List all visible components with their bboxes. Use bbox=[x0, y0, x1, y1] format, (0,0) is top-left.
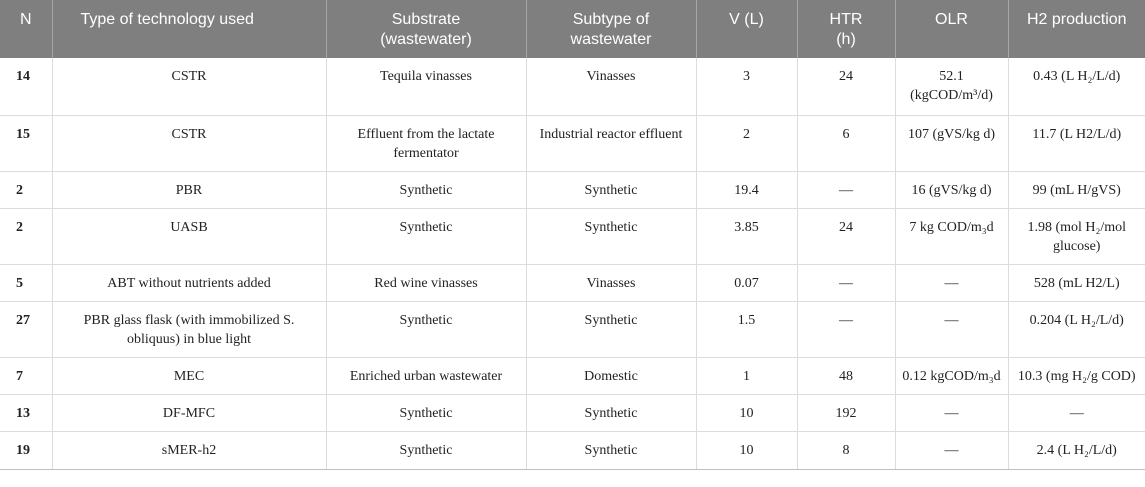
cell-olr: 16 (gVS/kg d) bbox=[895, 171, 1008, 208]
cell-volume: 1.5 bbox=[696, 301, 797, 357]
cell-olr: — bbox=[895, 394, 1008, 431]
cell-substrate: Synthetic bbox=[326, 208, 526, 264]
cell-n: 13 bbox=[0, 394, 52, 431]
cell-substrate: Tequila vinasses bbox=[326, 58, 526, 115]
cell-htr: — bbox=[797, 264, 895, 301]
cell-volume: 1 bbox=[696, 357, 797, 394]
header-n: N bbox=[0, 0, 52, 58]
cell-h2-production: 10.3 (mg H₂/g COD) bbox=[1008, 357, 1145, 394]
table-row bbox=[0, 115, 1145, 171]
cell-htr: 48 bbox=[797, 357, 895, 394]
cell-n: 19 bbox=[0, 431, 52, 469]
cell-olr: 52.1 (kgCOD/m³/d) bbox=[895, 58, 1008, 115]
cell-technology: sMER-h2 bbox=[52, 431, 326, 469]
cell-olr: 7 kg COD/m₃d bbox=[895, 208, 1008, 264]
cell-volume: 19.4 bbox=[696, 171, 797, 208]
header-technology: Type of technology used bbox=[52, 0, 326, 58]
cell-h2-production: 99 (mL H/gVS) bbox=[1008, 171, 1145, 208]
cell-substrate: Synthetic bbox=[326, 301, 526, 357]
cell-olr: — bbox=[895, 301, 1008, 357]
cell-subtype: Domestic bbox=[526, 357, 696, 394]
cell-technology: CSTR bbox=[52, 58, 326, 115]
cell-htr: 6 bbox=[797, 115, 895, 171]
cell-olr: — bbox=[895, 431, 1008, 469]
cell-n: 27 bbox=[0, 301, 52, 357]
cell-volume: 0.07 bbox=[696, 264, 797, 301]
table-row bbox=[0, 58, 1145, 115]
cell-olr: — bbox=[895, 264, 1008, 301]
cell-htr: 24 bbox=[797, 208, 895, 264]
header-h2-production: H2 production bbox=[1008, 0, 1145, 58]
cell-subtype: Synthetic bbox=[526, 394, 696, 431]
cell-substrate: Effluent from the lactate fermentator bbox=[326, 115, 526, 171]
cell-volume: 10 bbox=[696, 394, 797, 431]
header-substrate: Substrate (wastewater) bbox=[326, 0, 526, 58]
cell-substrate: Synthetic bbox=[326, 171, 526, 208]
table-row bbox=[0, 171, 1145, 208]
cell-subtype: Synthetic bbox=[526, 208, 696, 264]
header-row bbox=[0, 0, 1145, 58]
cell-htr: 8 bbox=[797, 431, 895, 469]
cell-htr: — bbox=[797, 301, 895, 357]
cell-h2-production: — bbox=[1008, 394, 1145, 431]
cell-n: 5 bbox=[0, 264, 52, 301]
header-volume: V (L) bbox=[696, 0, 797, 58]
cell-n: 15 bbox=[0, 115, 52, 171]
table-header bbox=[0, 0, 1145, 58]
cell-htr: 192 bbox=[797, 394, 895, 431]
table-row bbox=[0, 208, 1145, 264]
cell-subtype: Vinasses bbox=[526, 58, 696, 115]
table-row bbox=[0, 301, 1145, 357]
cell-substrate: Enriched urban wastewater bbox=[326, 357, 526, 394]
cell-subtype: Industrial reactor effluent bbox=[526, 115, 696, 171]
cell-technology: CSTR bbox=[52, 115, 326, 171]
table-row bbox=[0, 431, 1145, 469]
table-row bbox=[0, 264, 1145, 301]
cell-subtype: Vinasses bbox=[526, 264, 696, 301]
cell-subtype: Synthetic bbox=[526, 431, 696, 469]
cell-volume: 3 bbox=[696, 58, 797, 115]
cell-subtype: Synthetic bbox=[526, 171, 696, 208]
cell-volume: 2 bbox=[696, 115, 797, 171]
cell-technology: DF-MFC bbox=[52, 394, 326, 431]
table-row bbox=[0, 357, 1145, 394]
cell-h2-production: 0.204 (L H₂/L/d) bbox=[1008, 301, 1145, 357]
cell-h2-production: 1.98 (mol H₂/mol glucose) bbox=[1008, 208, 1145, 264]
cell-substrate: Synthetic bbox=[326, 394, 526, 431]
cell-htr: — bbox=[797, 171, 895, 208]
cell-technology: MEC bbox=[52, 357, 326, 394]
cell-technology: UASB bbox=[52, 208, 326, 264]
cell-technology: ABT without nutrients added bbox=[52, 264, 326, 301]
cell-substrate: Synthetic bbox=[326, 431, 526, 469]
cell-volume: 10 bbox=[696, 431, 797, 469]
cell-h2-production: 528 (mL H2/L) bbox=[1008, 264, 1145, 301]
cell-n: 14 bbox=[0, 58, 52, 115]
header-htr: HTR (h) bbox=[797, 0, 895, 58]
cell-subtype: Synthetic bbox=[526, 301, 696, 357]
cell-substrate: Red wine vinasses bbox=[326, 264, 526, 301]
cell-technology: PBR glass flask (with immobilized S. obliquus) in blue light bbox=[52, 301, 326, 357]
cell-n: 2 bbox=[0, 171, 52, 208]
cell-h2-production: 2.4 (L H₂/L/d) bbox=[1008, 431, 1145, 469]
cell-htr: 24 bbox=[797, 58, 895, 115]
table-row bbox=[0, 394, 1145, 431]
cell-h2-production: 11.7 (L H2/L/d) bbox=[1008, 115, 1145, 171]
cell-n: 7 bbox=[0, 357, 52, 394]
cell-olr: 107 (gVS/kg d) bbox=[895, 115, 1008, 171]
header-olr: OLR bbox=[895, 0, 1008, 58]
table-body bbox=[0, 58, 1145, 469]
cell-h2-production: 0.43 (L H₂/L/d) bbox=[1008, 58, 1145, 115]
header-subtype: Subtype of wastewater bbox=[526, 0, 696, 58]
cell-olr: 0.12 kgCOD/m₃d bbox=[895, 357, 1008, 394]
cell-n: 2 bbox=[0, 208, 52, 264]
cell-volume: 3.85 bbox=[696, 208, 797, 264]
cell-technology: PBR bbox=[52, 171, 326, 208]
